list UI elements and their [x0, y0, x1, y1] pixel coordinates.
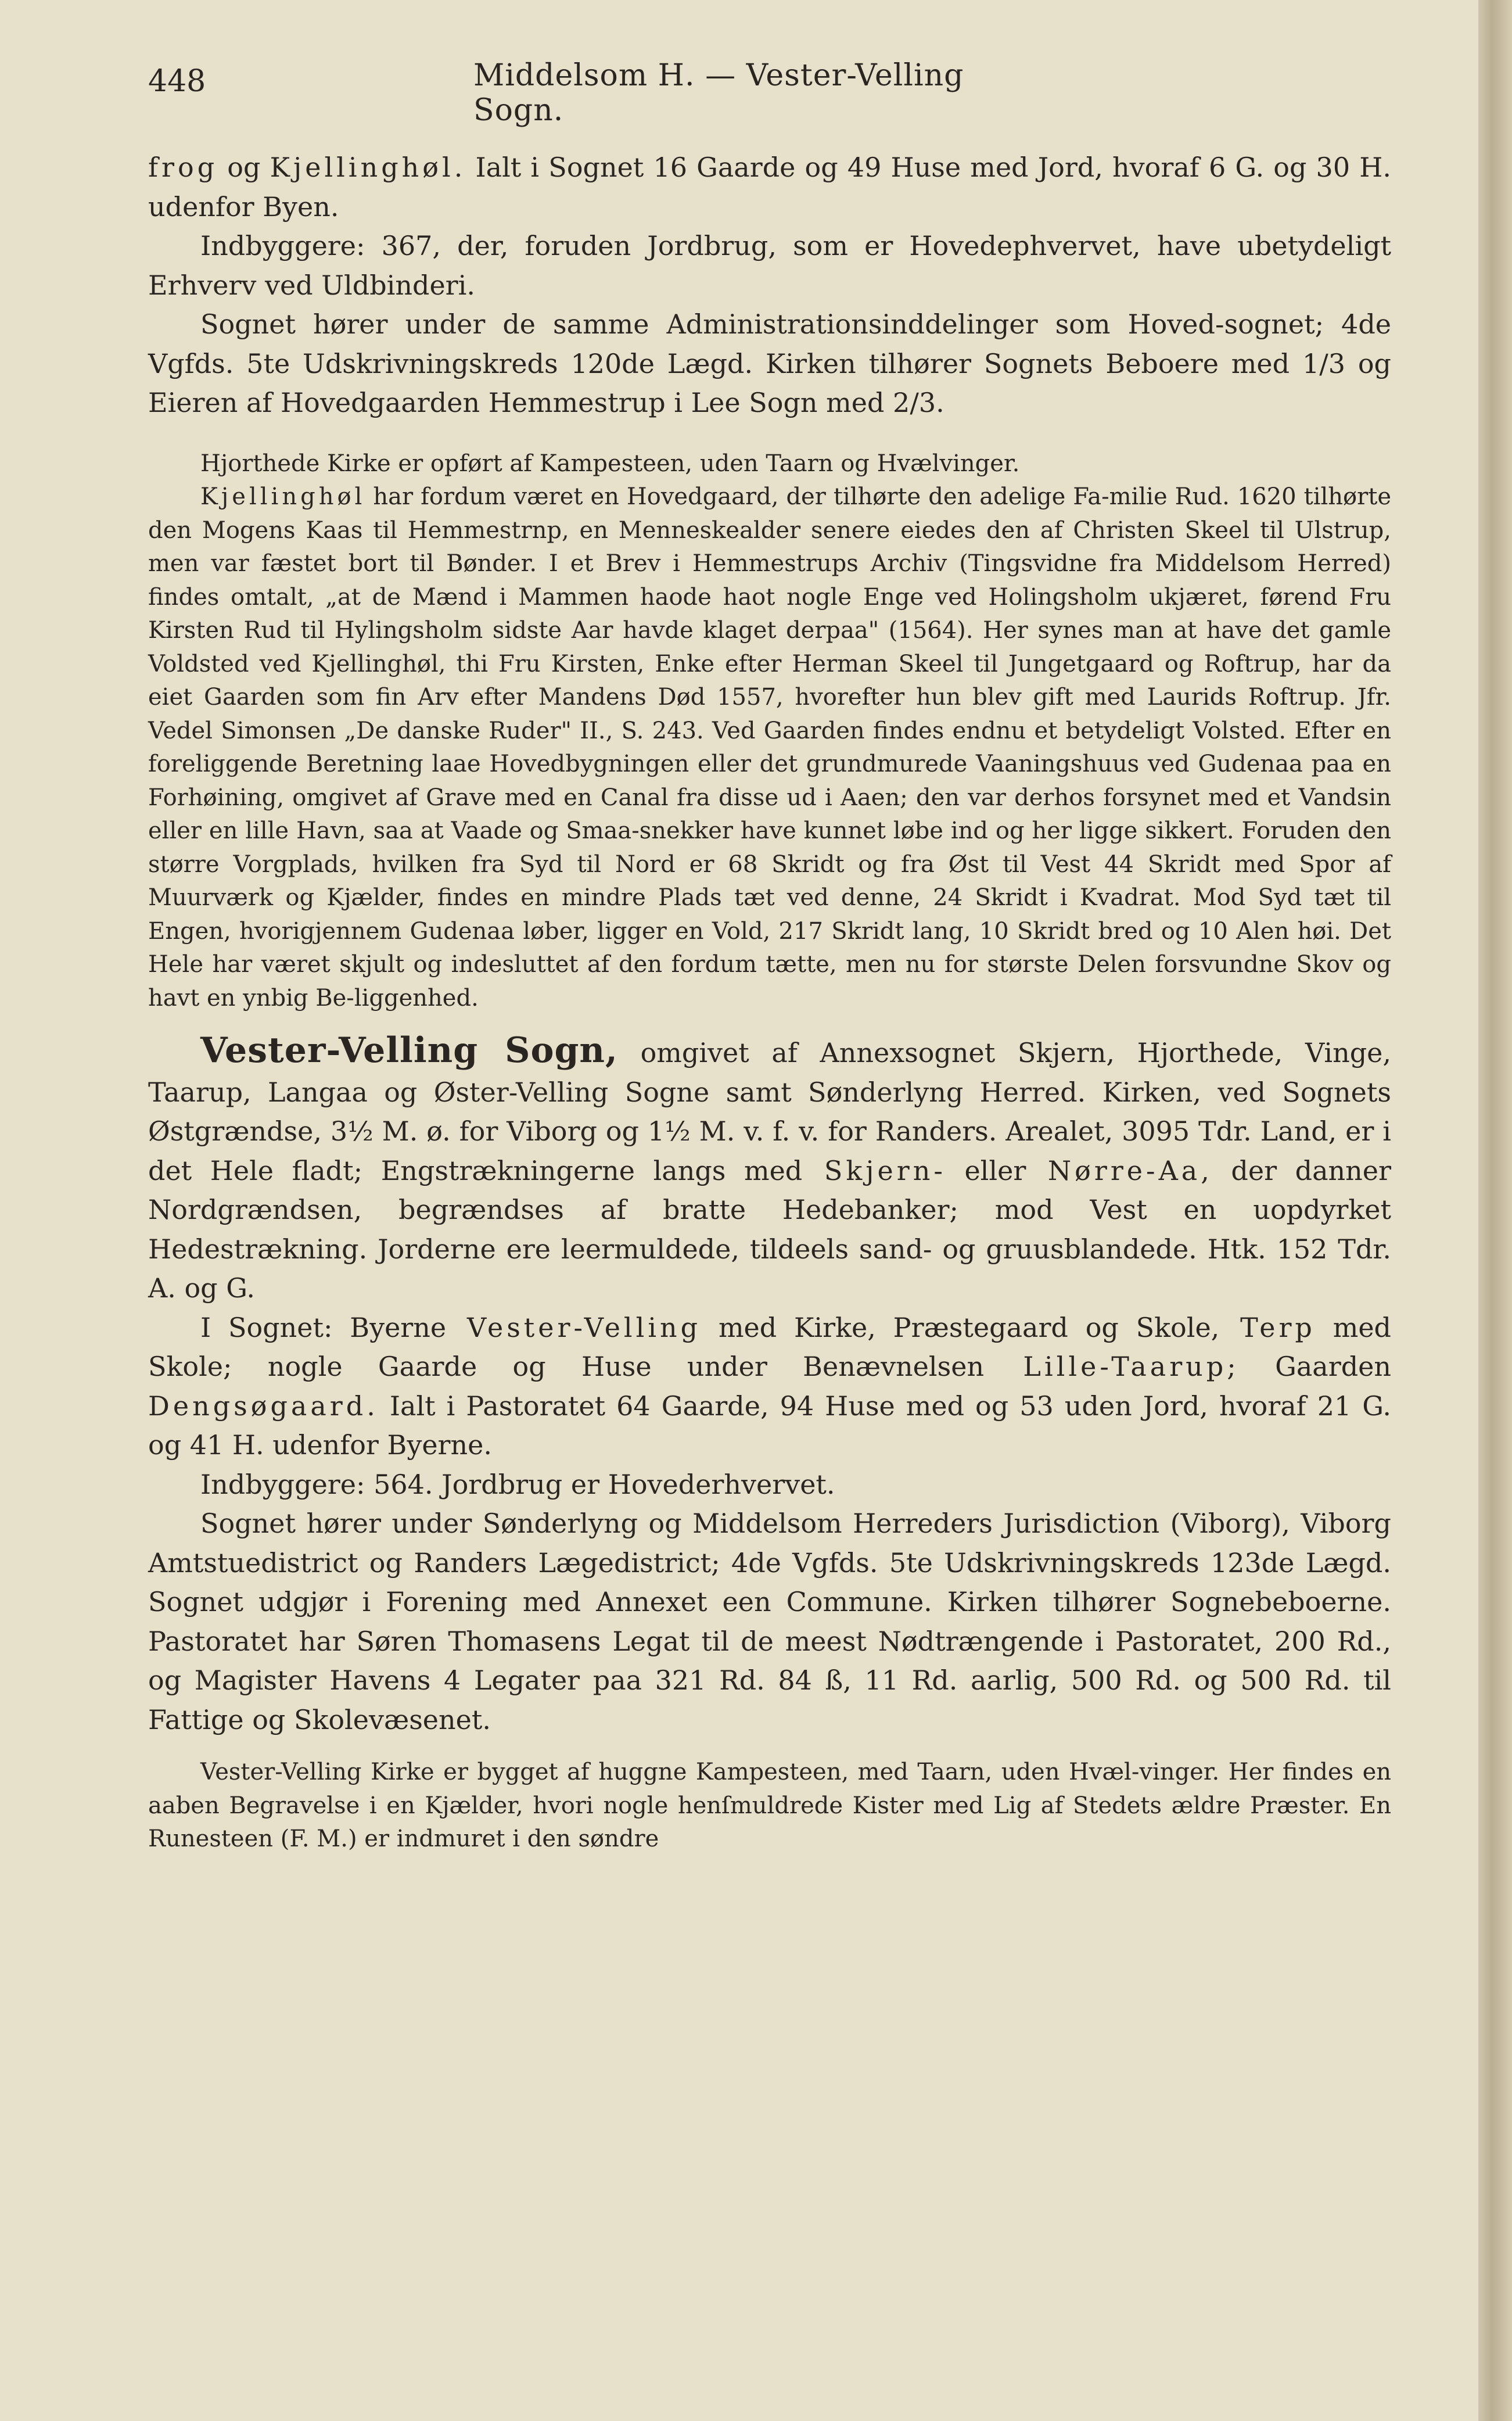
- footnote-block-hjorthede: [148, 447, 1391, 1016]
- text: Ialt i Pastoratet 64 Gaarde, 94 Huse med og 53 uden Jord, hvoraf 21 G. og 41 H. udenfor Byerne.: [148, 1390, 1391, 1461]
- text: Ialt i Sognet 16 Gaarde og 49 Huse med Jord, hvoraf 6 G. og 30 H. udenfor Byen.: [148, 152, 1391, 223]
- text: omgivet af Annexsognet Skjern, Hjorthede, Vinge, Taarup, Langaa og Øster-Velling Sogne samt Sønderlyng Herred. Kirken, ved Sognets Østgrændse, 3½ M. ø. for Viborg og 1½ M. v. f. v. for Randers. Arealet, 3095 Tdr. Land, er i det Hele fladt; Engstrækningerne langs med: [148, 1037, 1391, 1186]
- text: der danner Nordgrændsen, begrændses af bratte Hedebanker; mod Vest en uopdyrket Hedestrækning. Jorderne ere leermuldede, tildeels sand- og gruusblandede. Htk. 152 Tdr. A. og G.: [148, 1154, 1391, 1304]
- paragraph-jurisdiction: Sognet hører under Sønderlyng og Middelsom Herreders Jurisdiction (Viborg), Viborg Amtstuedistrict og Randers Lægedistrict; 4de Vgfds. 5te Udskrivningskreds 123de Lægd. Sognet udgjør i Forening med Annexet een Commune. Kirken tilhører Sognebeboerne. Pastoratet har Søren Thomasens Legat til de meest Nødtrængende i Pastoratet, 200 Rd., og Magister Havens 4 Legater paa 321 Rd. 84 ß, 11 Rd. aarlig, 500 Rd. og 500 Rd. til Fattige og Skolevæsenet.: [148, 1508, 1391, 1735]
- place-kjellinghol-note: Kjellinghøl: [200, 483, 366, 510]
- section-heading: Vester-Velling Sogn,: [200, 1030, 618, 1071]
- paragraph-population: Indbyggere: 367, der, foruden Jordbrug, som er Hovedерhvervet, have ubetydeligt Erhverv ved Uldbinderi.: [148, 230, 1391, 301]
- page-header: [148, 58, 1054, 128]
- place-lille-taarup: Lille-Taarup;: [984, 1351, 1240, 1382]
- note-vester-velling-church: Vester-Velling Kirke er bygget af huggne Kampesteen, med Taarn, uden Hvæl-vinger. Her findes en aaben Begravelse i en Kjælder, hvori nogle henſmuldrede Kister med Lig af Stedets ældre Præster. En Runesteen (F. M.) er indmuret i den søndre: [148, 1759, 1391, 1852]
- section-vester-velling: [148, 1031, 1391, 1739]
- text: med Kirke, Præstegaard og Skole,: [701, 1311, 1220, 1343]
- village-terp: Terp: [1219, 1311, 1316, 1343]
- page-number: 448: [148, 64, 206, 99]
- running-title: Middelsom H. — Vester-Velling Sogn.: [473, 58, 964, 128]
- place-kjellinghol: Kjellinghøl.: [270, 152, 466, 183]
- text: eller: [946, 1154, 1026, 1186]
- page-edge: [1478, 0, 1512, 2421]
- paragraph-villages: [148, 1308, 1391, 1465]
- page-body: [148, 148, 1391, 1856]
- river-skjern: Skjern-: [802, 1154, 946, 1186]
- village-vester-velling: Vester-Velling: [446, 1311, 702, 1343]
- place-dengsogaard: Dengsøgaard.: [148, 1390, 379, 1422]
- paragraph-continuation: [148, 148, 1391, 227]
- text: I Sognet: Byerne: [200, 1311, 447, 1343]
- paragraph-population-2: Indbyggere: 564. Jordbrug er Hovederhvervet.: [200, 1468, 835, 1500]
- note-text: har fordum været en Hovedgaard, der tilhørte den adelige Fa-milie Rud. 1620 tilhørte den Mogens Kaas til Hemmestrnp, en Menneskealder senere eiedes den af Christen Skeel til Ulstrup, men var fæstet bort til Bønder. I et Brev i Hemmestrups Archiv (Tingsvidne fra Middelsom Herred) findes omtalt, „at de Mænd i Mammen haode haot nogle Enge ved Holingsholm ukjæret, førend Fru Kirsten Rud til Hylingsholm sidste Aar havde klaget derpaa" (1564). Her synes man at have det gamle Voldsted ved Kjellinghøl, thi Fru Kirsten, Enke efter Herman Skeel til Jungetgaard og Roftrup, har da eiet Gaarden som fin Arv efter Mandens Død 1557, hvorefter hun blev gift med Laurids Roftrup. Jfr. Vedel Simonsen „De danske Ruder" II., S. 243. Ved Gaarden findes endnu et betydeligt Volsted. Efter en foreliggende Beretning laae Hovedbygningen eller det grundmurede Vaaningshuus ved Gudenaa paa en Forhøining, omgivet af Grave med en Canal fra disse ud i Aaen; den var derhos forsynet med et Vandsin eller en lille Havn, saa at Vaade og Smaa-snekker have kunnet løbe ind og her ligge sikkert. Foruden den større Vorgplads, hvilken fra Syd til Nord er 68 Skridt og fra Øst til Vest 44 Skridt med Spor af Muurværk og Kjælder, findes en mindre Plads tæt ved denne, 24 Skridt i Kvadrat. Mod Syd tæt til Engen, hvorigjennem Gudenaa løber, ligger en Vold, 217 Skridt lang, 10 Skridt bred og 10 Alen høi. Det Hele har været skjult og indesluttet af den fordum tætte, men nu for største Delen forsvundne Skov og havt en ynbig Be-liggenhed.: [148, 483, 1391, 1012]
- text: Gaarden: [1239, 1351, 1391, 1382]
- paragraph-administration: Sognet hører under de samme Administrationsinddelinger som Hoved-sognet; 4de Vgfds. 5te Udskrivningskreds 120de Lægd. Kirken tilhører Sognets Beboere med 1/3 og Eieren af Hovedgaarden Hemmestrup i Lee Sogn med 2/3.: [148, 309, 1391, 418]
- text: med Skole; nogle Gaarde og Huse under Benævnelsen: [148, 1311, 1391, 1382]
- note-church: Hjorthede Kirke er opført af Kampesteen, uden Taarn og Hvælvinger.: [200, 450, 1020, 477]
- note-kjellinghol: [148, 480, 1391, 1015]
- footnote-block-vester-velling: [148, 1756, 1391, 1856]
- section-intro: [148, 1031, 1391, 1308]
- text: og: [218, 152, 270, 183]
- word-frog: frog: [148, 152, 218, 183]
- river-norre-aa: Nørre-Aa,: [1026, 1154, 1213, 1186]
